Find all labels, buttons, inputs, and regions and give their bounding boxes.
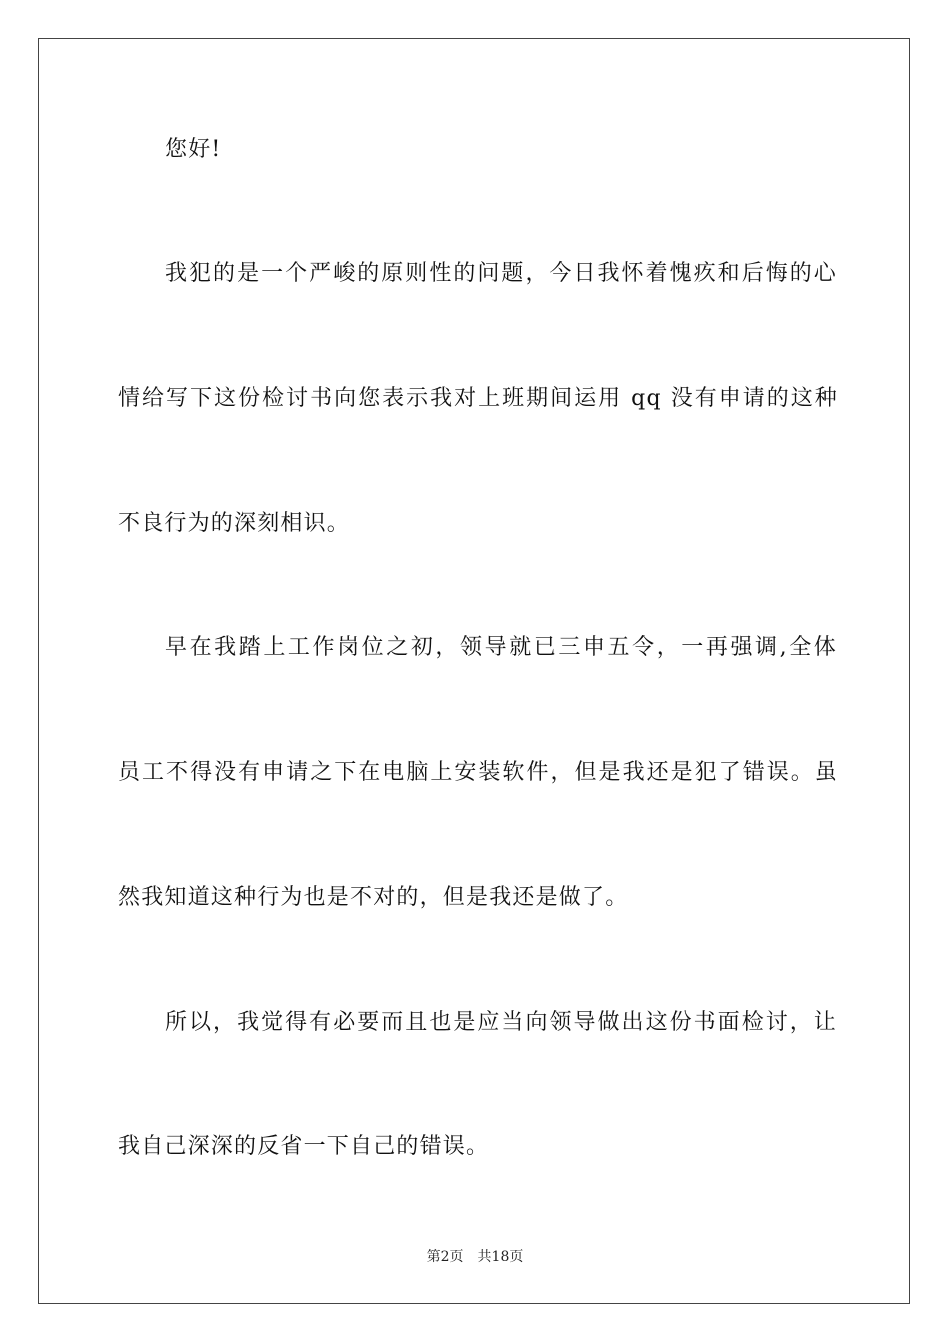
paragraph-1-line-3: 不良行为的深刻相识。 [118,511,351,536]
paragraph-2-line-3: 然我知道这种行为也是不对的，但是我还是做了。 [118,885,629,910]
paragraph-1-line-2: 情给写下这份检讨书向您表示我对上班期间运用 qq 没有申请的这种 [118,386,838,411]
paragraph-2-line-2: 员工不得没有申请之下在电脑上安装软件，但是我还是犯了错误。虽 [118,760,838,785]
paragraph-2-line-1: 早在我踏上工作岗位之初，领导就已三申五令，一再强调,全体 [165,635,837,660]
page-footer [0,1248,950,1266]
page-number: 第2页 [426,1249,464,1265]
page-frame [38,38,910,1304]
paragraph-3-line-1: 所以，我觉得有必要而且也是应当向领导做出这份书面检讨，让 [165,1010,837,1035]
greeting-line: 您好! [165,137,222,162]
paragraph-1-line-1: 我犯的是一个严峻的原则性的问题，今日我怀着愧疚和后悔的心 [165,261,837,286]
page-total: 共18页 [477,1249,524,1265]
paragraph-3-line-2: 我自己深深的反省一下自己的错误。 [118,1134,490,1159]
